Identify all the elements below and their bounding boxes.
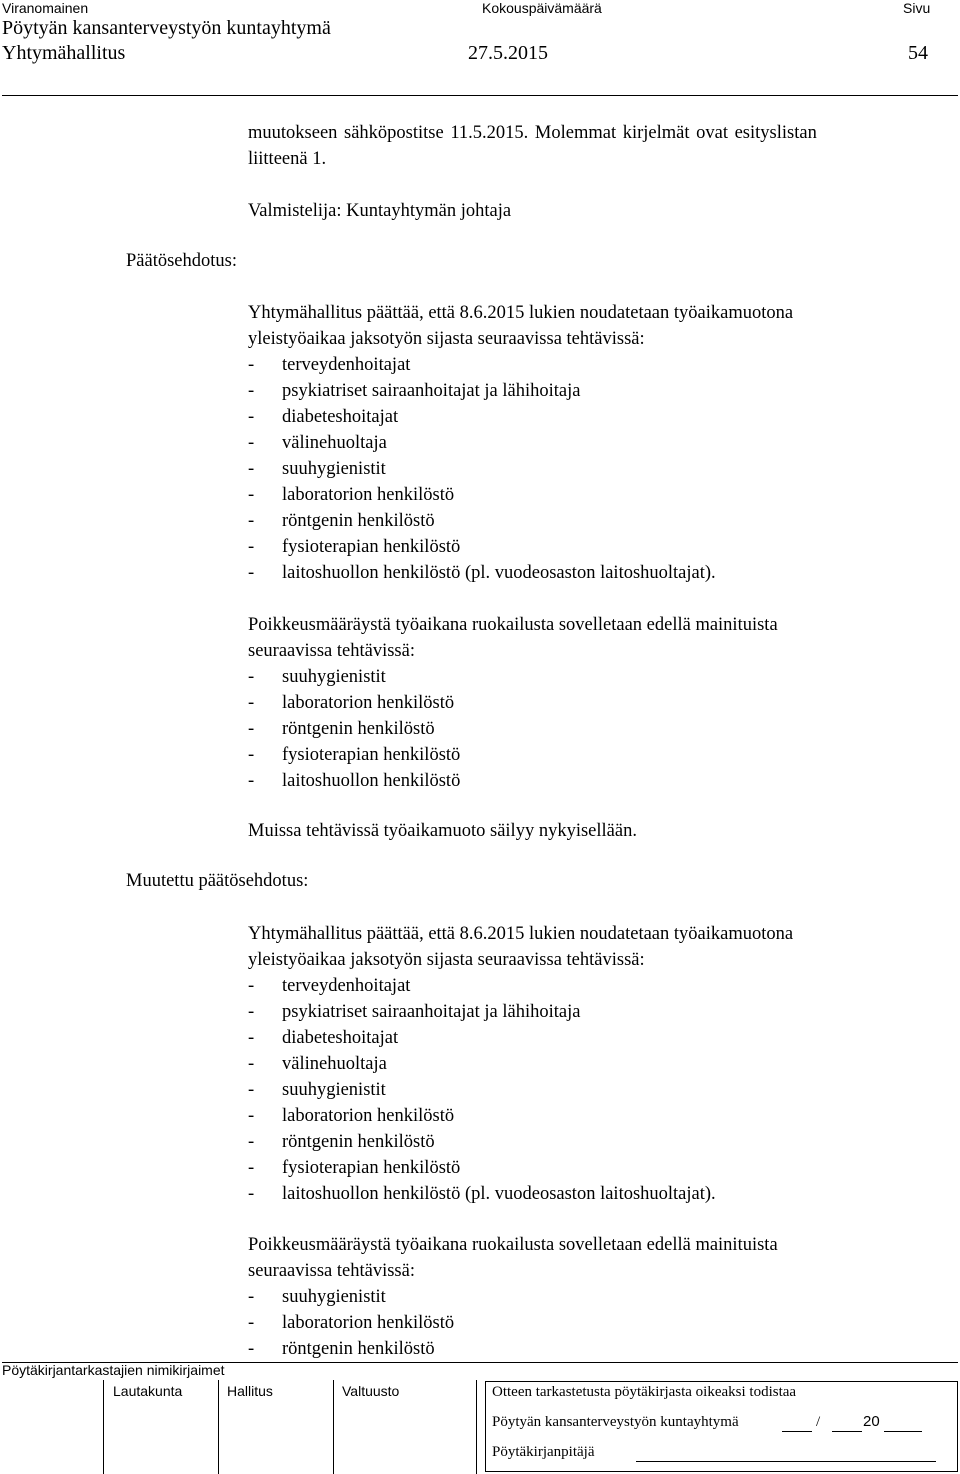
preparer-line: Valmistelija: Kuntayhtymän johtaja xyxy=(248,201,512,221)
list-item: - fysioterapian henkilöstö xyxy=(248,1158,461,1178)
list-item: - röntgenin henkilöstö xyxy=(248,511,435,531)
certification-org: Pöytyän kansanterveystyön kuntayhtymä xyxy=(492,1414,739,1430)
footer-col-council: Valtuusto xyxy=(342,1383,400,1399)
list-item: - röntgenin henkilöstö xyxy=(248,1132,435,1152)
list-item: - diabeteshoitajat xyxy=(248,1028,399,1048)
page-label: Sivu xyxy=(903,0,931,16)
list-item: - laitoshuollon henkilöstö (pl. vuodeosaston laitoshuoltajat). xyxy=(248,563,716,583)
meeting-date: 27.5.2015 xyxy=(468,42,548,64)
footer-column-divider xyxy=(218,1380,219,1474)
list-item: - laitoshuollon henkilöstö xyxy=(248,771,461,791)
date-label: Kokouspäivämäärä xyxy=(482,0,602,16)
signature-blank xyxy=(782,1431,812,1432)
certification-box xyxy=(485,1381,958,1472)
list-item: - suuhygienistit xyxy=(248,459,386,479)
signature-line xyxy=(636,1461,936,1462)
amended-proposal-label: Muutettu päätösehdotus: xyxy=(126,871,309,891)
proposal-decision-line-1: Yhtymähallitus päättää, että 8.6.2015 lukien noudatetaan työaikamuotona xyxy=(248,303,794,323)
footer-column-divider xyxy=(476,1380,477,1474)
amended-exception-line-2: seuraavissa tehtävissä: xyxy=(248,1261,415,1281)
list-item: - välinehuoltaja xyxy=(248,433,387,453)
signature-blank xyxy=(832,1431,862,1432)
intro-line-1: muutokseen sähköpostitse 11.5.2015. Molemmat kirjelmät ovat esityslistan xyxy=(248,123,817,143)
certification-text: Otteen tarkastetusta pöytäkirjasta oikeaksi todistaa xyxy=(492,1384,797,1400)
footer-column-divider xyxy=(103,1380,104,1474)
list-item: - terveydenhoitajat xyxy=(248,976,411,996)
list-item: - psykiatriset sairaanhoitajat ja lähihoitaja xyxy=(248,1002,581,1022)
minutes-keeper-label: Pöytäkirjanpitäjä xyxy=(492,1444,595,1460)
list-item: - fysioterapian henkilöstö xyxy=(248,537,461,557)
organization-name: Pöytyän kansanterveystyön kuntayhtymä xyxy=(2,17,331,39)
list-item: - laboratorion henkilöstö xyxy=(248,693,455,713)
list-item: - välinehuoltaja xyxy=(248,1054,387,1074)
footer-col-board: Lautakunta xyxy=(113,1383,183,1399)
list-item: - diabeteshoitajat xyxy=(248,407,399,427)
proposal-label: Päätösehdotus: xyxy=(126,251,237,271)
footer-col-government: Hallitus xyxy=(227,1383,273,1399)
list-item: - suuhygienistit xyxy=(248,1080,386,1100)
list-item: - fysioterapian henkilöstö xyxy=(248,745,461,765)
list-item: - suuhygienistit xyxy=(248,1287,386,1307)
date-slash: / xyxy=(816,1414,821,1430)
list-item: - laboratorion henkilöstö xyxy=(248,1313,455,1333)
amended-decision-line-1: Yhtymähallitus päättää, että 8.6.2015 lukien noudatetaan työaikamuotona xyxy=(248,924,794,944)
proposal-exception-line-2: seuraavissa tehtävissä: xyxy=(248,641,415,661)
body-name: Yhtymähallitus xyxy=(2,42,126,64)
proposal-exception-line-1: Poikkeusmääräystä työaikana ruokailusta sovelletaan edellä mainituista xyxy=(248,615,778,635)
proposal-other-tasks: Muissa tehtävissä työaikamuoto säilyy nykyisellään. xyxy=(248,821,637,841)
proposal-decision-line-2: yleistyöaikaa jaksotyön sijasta seuraavissa tehtävissä: xyxy=(248,329,645,349)
inspectors-initials-label: Pöytäkirjantarkastajien nimikirjaimet xyxy=(2,1362,225,1378)
list-item: - röntgenin henkilöstö xyxy=(248,719,435,739)
header-divider xyxy=(2,95,958,96)
authority-label: Viranomainen xyxy=(2,0,89,16)
list-item: - psykiatriset sairaanhoitajat ja lähihoitaja xyxy=(248,381,581,401)
intro-line-2: liitteenä 1. xyxy=(248,149,327,169)
year-prefix: 20 xyxy=(863,1413,880,1430)
amended-decision-line-2: yleistyöaikaa jaksotyön sijasta seuraavissa tehtävissä: xyxy=(248,950,645,970)
footer-column-divider xyxy=(333,1380,334,1474)
amended-exception-line-1: Poikkeusmääräystä työaikana ruokailusta sovelletaan edellä mainituista xyxy=(248,1235,778,1255)
page-number: 54 xyxy=(908,42,928,64)
list-item: - laitoshuollon henkilöstö (pl. vuodeosaston laitoshuoltajat). xyxy=(248,1184,716,1204)
list-item: - terveydenhoitajat xyxy=(248,355,411,375)
list-item: - suuhygienistit xyxy=(248,667,386,687)
list-item: - laboratorion henkilöstö xyxy=(248,485,455,505)
signature-blank xyxy=(884,1431,922,1432)
list-item: - laboratorion henkilöstö xyxy=(248,1106,455,1126)
list-item: - röntgenin henkilöstö xyxy=(248,1339,435,1359)
